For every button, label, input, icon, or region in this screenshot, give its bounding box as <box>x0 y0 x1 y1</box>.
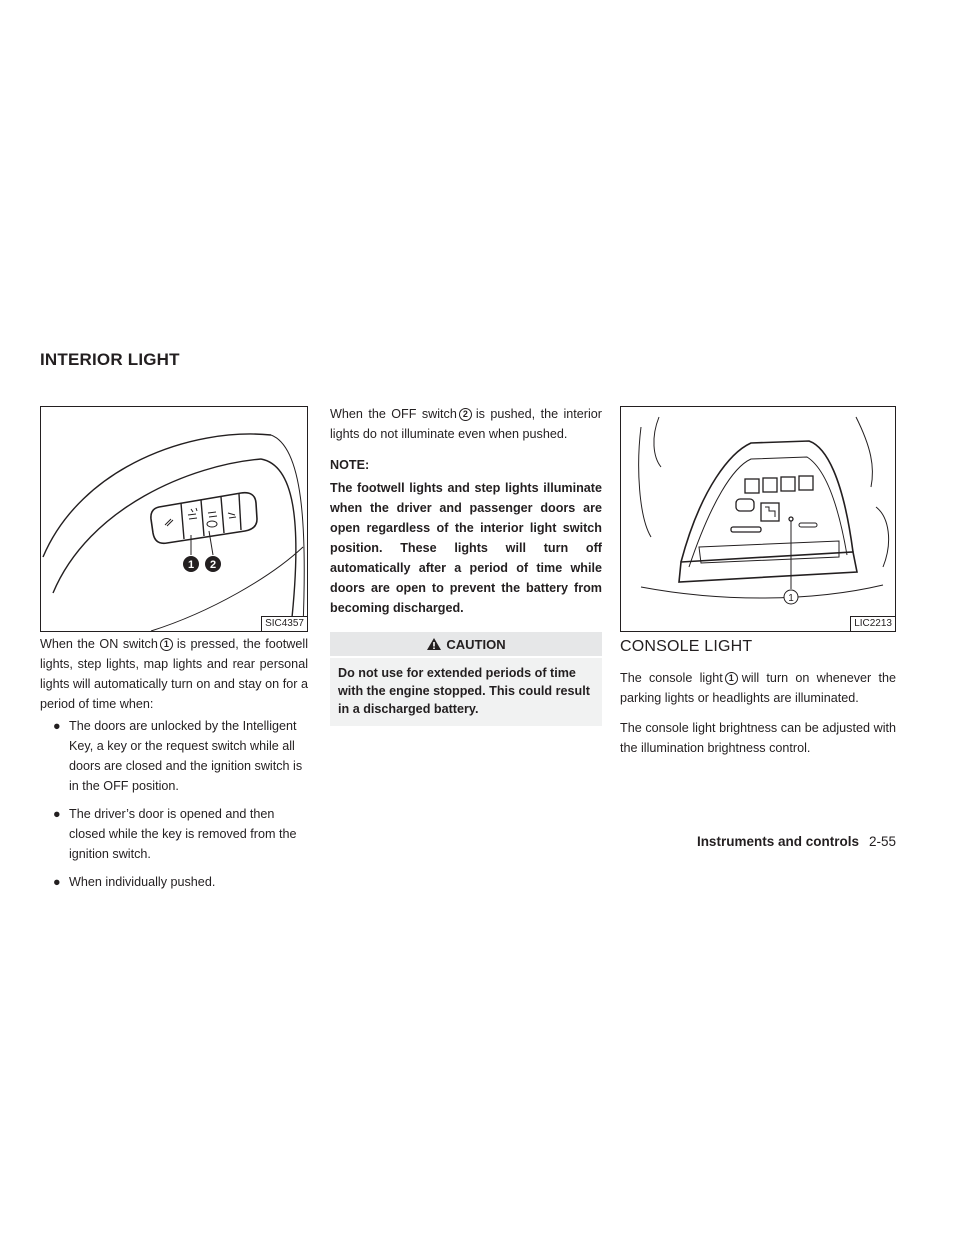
caution-title: CAUTION <box>446 636 506 652</box>
intro-text-end: is pressed, the footwell lights, step lights, map lights and rear personal lights will automatically turn on and stay on for a period of time when: <box>40 637 308 711</box>
switch-panel-illustration <box>41 407 307 631</box>
list-item-text: When individually pushed. <box>69 875 216 889</box>
p1-text-start: The console light <box>620 671 723 685</box>
figure-code: LIC2213 <box>850 616 895 631</box>
left-column <box>40 634 308 892</box>
off-text-start: When the OFF switch <box>330 407 457 421</box>
bullet-icon: ● <box>53 807 61 821</box>
figure-code: SIC4357 <box>261 616 307 631</box>
section-title: INTERIOR LIGHT <box>40 350 180 369</box>
callout-1 <box>183 556 199 572</box>
callout-2 <box>205 556 221 572</box>
list-item-text: The doors are unlocked by the Intelligent Key, a key or the request switch while all doors are closed and the ignition switch is in the OFF position. <box>69 719 303 793</box>
intro-paragraph <box>40 634 308 714</box>
off-switch-paragraph <box>330 404 602 444</box>
list-item-text: The driver’s door is opened and then closed while the key is removed from the ignition switch. <box>69 807 297 861</box>
list-item <box>40 872 308 892</box>
right-column <box>620 638 896 758</box>
conditions-list <box>40 716 308 892</box>
note-text: The footwell lights and step lights illuminate when the driver and passenger doors are open regardless of the interior light switch position. These lights will turn off automatically after a period of time while doors are open to prevent the battery from becoming discharged. <box>330 481 602 615</box>
page-footer <box>697 834 896 849</box>
caution-text: Do not use for extended periods of time with the engine stopped. This could result in a discharged battery. <box>330 658 602 726</box>
note-label: NOTE: <box>330 458 370 472</box>
off-text-end: is pushed, the interior lights do not illuminate even when pushed. <box>330 407 602 441</box>
figure-console-light <box>620 406 896 632</box>
callout-2-inline: 2 <box>459 408 472 421</box>
list-item <box>40 804 308 864</box>
caution-header <box>330 632 602 656</box>
callout-1-inline: 1 <box>725 672 738 685</box>
console-light-paragraph-1 <box>620 668 896 708</box>
bullet-icon: ● <box>53 719 61 733</box>
svg-text:1: 1 <box>187 559 195 571</box>
svg-text:1: 1 <box>788 593 794 604</box>
warning-triangle-icon <box>426 637 442 651</box>
p1-text-end: will turn on whenever the parking lights or headlights are illuminated. <box>620 671 896 705</box>
caution-box <box>330 632 602 726</box>
svg-text:2: 2 <box>209 559 217 571</box>
figure-switch-panel <box>40 406 308 632</box>
callout-1-inline: 1 <box>160 638 173 651</box>
list-item <box>40 716 308 796</box>
console-light-heading: CONSOLE LIGHT <box>620 638 753 655</box>
middle-column <box>330 404 602 726</box>
console-light-paragraph-2: The console light brightness can be adjusted with the illumination brightness control. <box>620 721 896 755</box>
callout-1 <box>784 590 798 604</box>
intro-text-start: When the ON switch <box>40 637 158 651</box>
bullet-icon: ● <box>53 875 61 889</box>
footer-section-name: Instruments and controls <box>696 834 859 849</box>
page-number: 2-55 <box>868 834 896 849</box>
console-light-illustration <box>621 407 895 631</box>
